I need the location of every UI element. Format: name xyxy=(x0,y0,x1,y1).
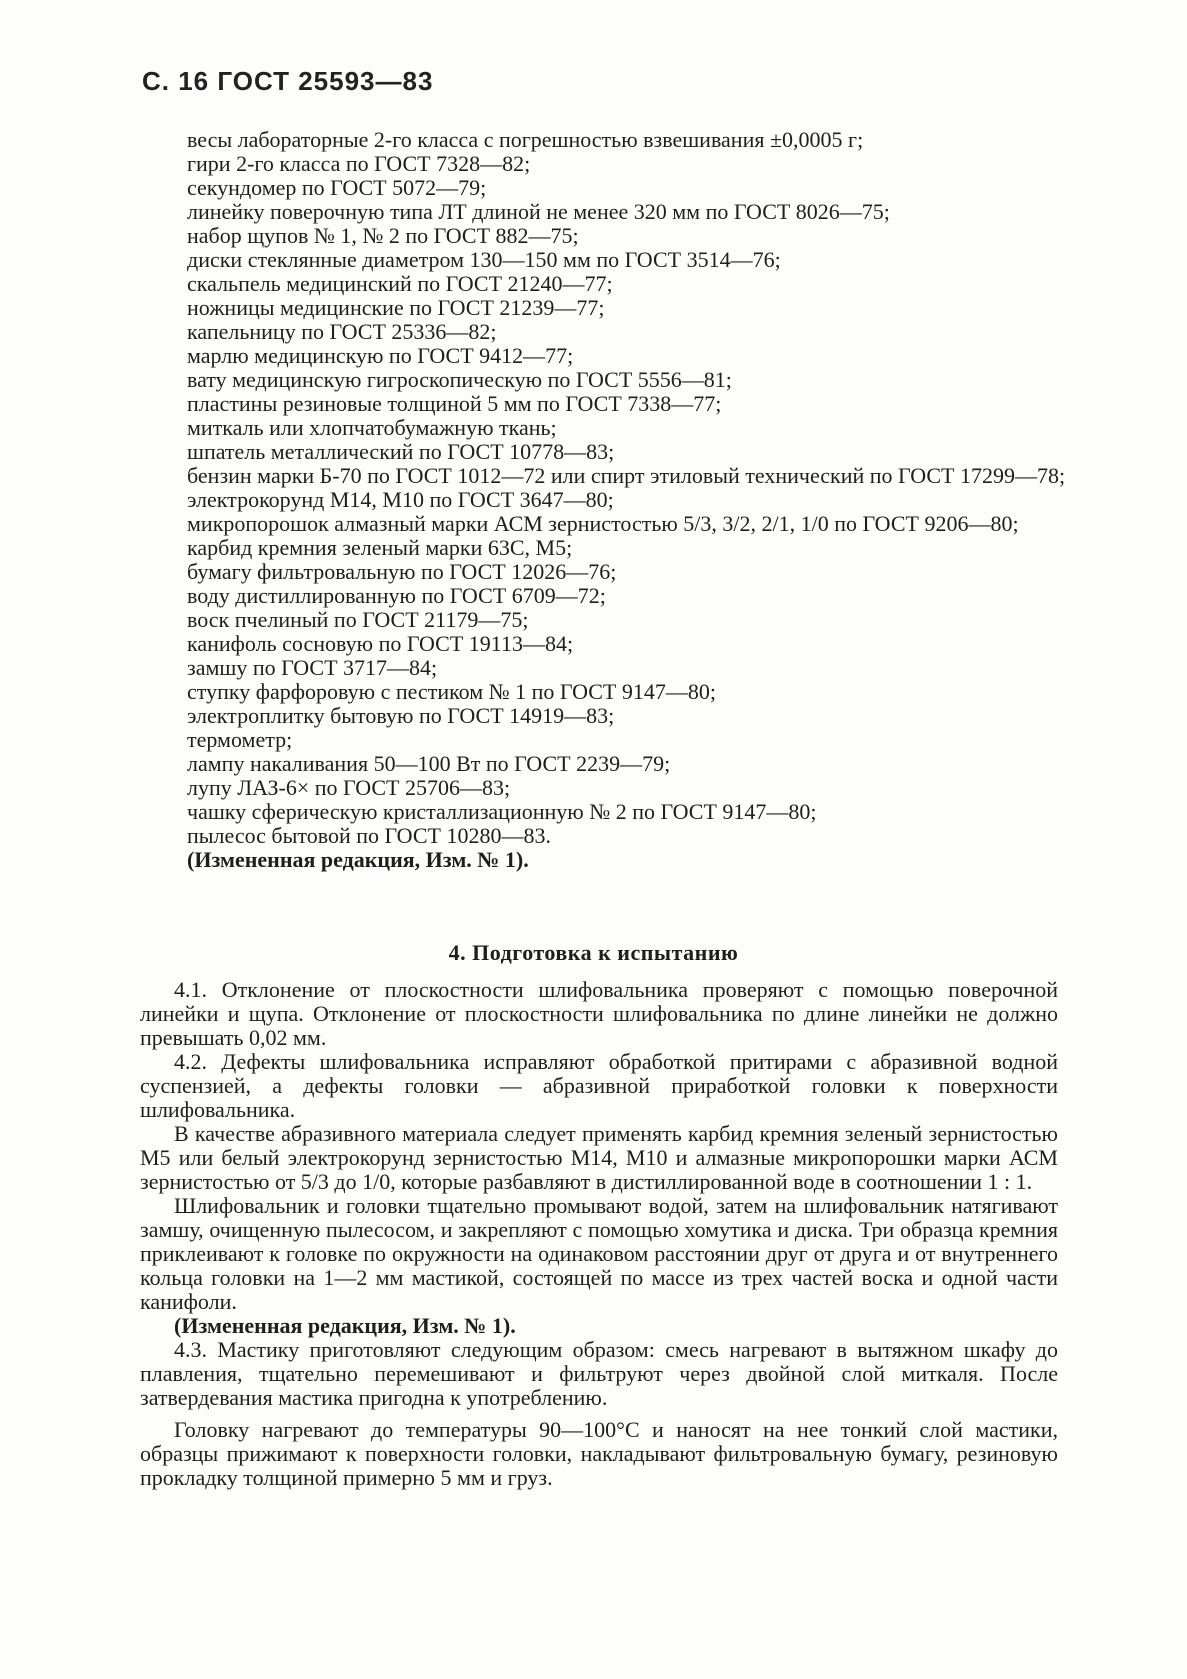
paragraph-4-2: 4.2. Дефекты шлифовальника исправляют обработкой притирами с абразивной водной суспензией, а дефекты головки — абразивной приработкой головки к поверхности шлифовальника. xyxy=(140,1049,1058,1122)
list-item: весы лабораторные 2-го класса с погрешностью взвешивания ±0,0005 г; xyxy=(187,127,864,152)
edition-note: (Измененная редакция, Изм. № 1). xyxy=(174,1313,516,1338)
list-item: миткаль или хлопчатобумажную ткань; xyxy=(187,415,557,440)
list-item: электроплитку бытовую по ГОСТ 14919—83; xyxy=(187,703,615,728)
paragraph-4-1: 4.1. Отклонение от плоскостности шлифовальника проверяют с помощью поверочной линейки и щупа. Отклонение от плоскостности шлифовальника по длине линейки не должно превышать 0,02 мм. xyxy=(140,977,1058,1050)
edition-note: (Измененная редакция, Изм. № 1). xyxy=(187,847,529,872)
list-item: набор щупов № 1, № 2 по ГОСТ 882—75; xyxy=(187,223,579,248)
list-item: канифоль сосновую по ГОСТ 19113—84; xyxy=(187,631,574,656)
list-item: пластины резиновые толщиной 5 мм по ГОСТ 7338—77; xyxy=(187,391,722,416)
list-item: воду дистиллированную по ГОСТ 6709—72; xyxy=(187,583,606,608)
equipment-list xyxy=(140,128,1070,872)
list-item: бензин марки Б-70 по ГОСТ 1012—72 или спирт этиловый технический по ГОСТ 17299—78; xyxy=(187,463,1066,488)
list-item: карбид кремния зеленый марки 63С, М5; xyxy=(187,535,573,560)
list-item: ступку фарфоровую с пестиком № 1 по ГОСТ 9147—80; xyxy=(187,679,716,704)
list-item: гири 2-го класса по ГОСТ 7328—82; xyxy=(187,151,531,176)
list-item: лупу ЛАЗ-6× по ГОСТ 25706—83; xyxy=(187,775,511,800)
paragraph-4-3: 4.3. Мастику приготовляют следующим образом: смесь нагревают в вытяжном шкафу до плавления, тщательно перемешивают и фильтруют через двойной слой миткаля. После затвердевания мастика пригодна к употреблению. xyxy=(140,1337,1058,1410)
paragraph-4-2-materials: В качестве абразивного материала следует применять карбид кремния зеленый зернистостью М5 или белый электрокорунд зернистостью М14, М10 и алмазные микропорошки марки АСМ зернистостью от 5/3 до 1/0, которые разбавляют в дистиллированной воде в соотношении 1 : 1. xyxy=(140,1121,1058,1194)
list-item: линейку поверочную типа ЛТ длиной не менее 320 мм по ГОСТ 8026—75; xyxy=(187,199,890,224)
list-item: бумагу фильтровальную по ГОСТ 12026—76; xyxy=(187,559,617,584)
section-body xyxy=(140,978,1058,1490)
list-item: диски стеклянные диаметром 130—150 мм по ГОСТ 3514—76; xyxy=(187,247,781,272)
list-item: ножницы медицинские по ГОСТ 21239—77; xyxy=(187,295,605,320)
list-item: скальпель медицинский по ГОСТ 21240—77; xyxy=(187,271,613,296)
list-item: пылесос бытовой по ГОСТ 10280—83. xyxy=(187,823,551,848)
list-item: лампу накаливания 50—100 Вт по ГОСТ 2239—79; xyxy=(187,751,671,776)
section-title: 4. Подготовка к испытанию xyxy=(448,940,739,965)
list-item: электрокорунд М14, М10 по ГОСТ 3647—80; xyxy=(187,487,614,512)
list-item: секундомер по ГОСТ 5072—79; xyxy=(187,175,487,200)
paragraph-4-2-preparation: Шлифовальник и головки тщательно промывают водой, затем на шлифовальник натягивают замшу, очищенную пылесосом, и закрепляют с помощью хомутика и диска. Три образца кремния приклеивают к головке по окружности на одинаковом расстоянии друг от друга и от внутреннего кольца головки на 1—2 мм мастикой, состоящей по массе из трех частей воска и одной части канифоли. xyxy=(140,1193,1058,1314)
list-item: микропорошок алмазный марки АСМ зернистостью 5/3, 3/2, 2/1, 1/0 по ГОСТ 9206—80; xyxy=(187,511,1019,536)
list-item: шпатель металлический по ГОСТ 10778—83; xyxy=(187,439,615,464)
list-item: термометр; xyxy=(187,727,293,752)
list-item: капельницу по ГОСТ 25336—82; xyxy=(187,319,497,344)
list-item: марлю медицинскую по ГОСТ 9412—77; xyxy=(187,343,574,368)
list-item: замшу по ГОСТ 3717—84; xyxy=(187,655,438,680)
list-item: воск пчелиный по ГОСТ 21179—75; xyxy=(187,607,529,632)
list-item: чашку сферическую кристаллизационную № 2 по ГОСТ 9147—80; xyxy=(187,799,817,824)
list-item: вату медицинскую гигроскопическую по ГОСТ 5556—81; xyxy=(187,367,732,392)
page-header: С. 16 ГОСТ 25593—83 xyxy=(142,66,434,96)
paragraph-4-3-heating: Головку нагревают до температуры 90—100°С и наносят на нее тонкий слой мастики, образцы прижимают к поверхности головки, накладывают фильтровальную бумагу, резиновую прокладку толщиной примерно 5 мм и груз. xyxy=(140,1417,1058,1490)
